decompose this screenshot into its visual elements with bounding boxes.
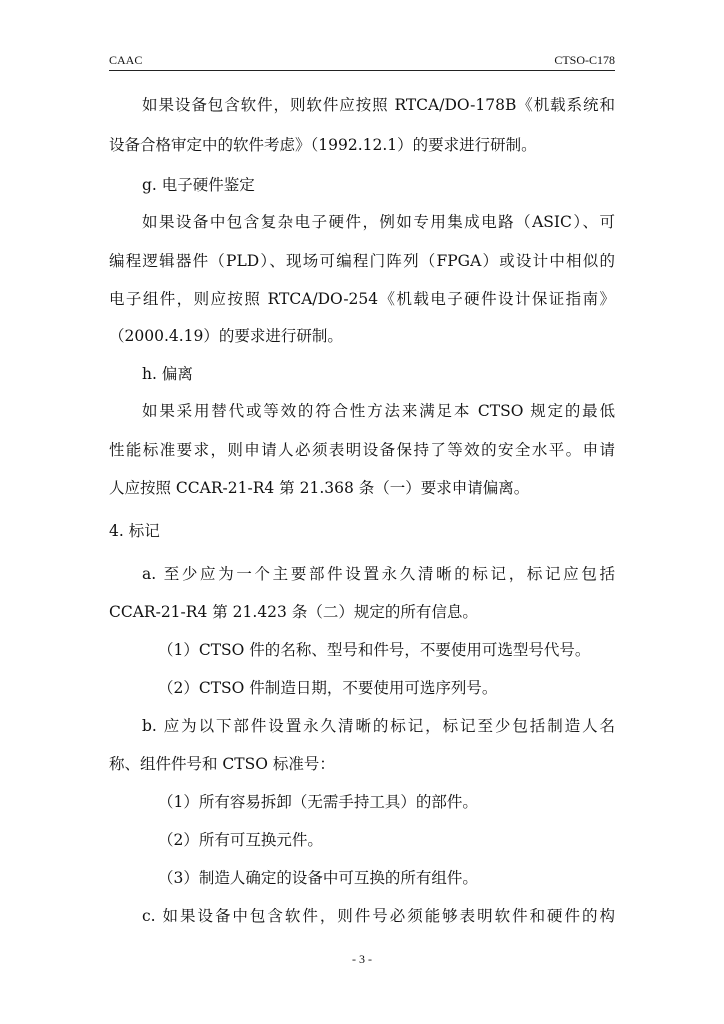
text-line: 如果采用替代或等效的符合性方法来满足本 CTSO 规定的最低 bbox=[142, 402, 615, 420]
text-line: CCAR-21-R4 第 21.423 条（二）规定的所有信息。 bbox=[109, 603, 478, 621]
list-item: （2）CTSO 件制造日期，不要使用可选序列号。 bbox=[158, 679, 498, 697]
list-item: （1）CTSO 件的名称、型号和件号，不要使用可选型号代号。 bbox=[158, 641, 591, 659]
text-line: c. 如果设备中包含软件，则件号必须能够表明软件和硬件的构 bbox=[142, 907, 615, 925]
section-heading: g. 电子硬件鉴定 bbox=[142, 176, 255, 194]
list-item: （2）所有可互换元件。 bbox=[158, 831, 323, 849]
section-heading: 4. 标记 bbox=[109, 522, 160, 540]
text-line: a. 至少应为一个主要部件设置永久清晰的标记，标记应包括 bbox=[142, 565, 615, 583]
header-doc-id: CTSO-C178 bbox=[554, 53, 615, 67]
text-line: 电子组件，则应按照 RTCA/DO-254《机载电子硬件设计保证指南》 bbox=[109, 290, 615, 308]
page-header bbox=[109, 52, 615, 68]
page-number: - 3 - bbox=[352, 952, 372, 966]
text-line: b. 应为以下部件设置永久清晰的标记，标记至少包括制造人名 bbox=[142, 717, 615, 735]
section-heading: h. 偏离 bbox=[142, 365, 193, 383]
header-org: CAAC bbox=[109, 53, 143, 67]
text-line: 如果设备包含软件，则软件应按照 RTCA/DO-178B《机载系统和 bbox=[142, 96, 615, 114]
text-line: 编程逻辑器件（PLD）、现场可编程门阵列（FPGA）或设计中相似的 bbox=[109, 252, 615, 270]
list-item: （1）所有容易拆卸（无需手持工具）的部件。 bbox=[158, 793, 478, 811]
text-line: 性能标准要求，则申请人必须表明设备保持了等效的安全水平。申请 bbox=[109, 441, 615, 459]
text-line: 如果设备中包含复杂电子硬件，例如专用集成电路（ASIC）、可 bbox=[142, 213, 615, 231]
header-divider bbox=[109, 70, 615, 71]
list-item: （3）制造人确定的设备中可互换的所有组件。 bbox=[158, 869, 478, 887]
text-line: 设备合格审定中的软件考虑》（1992.12.1）的要求进行研制。 bbox=[109, 136, 537, 154]
text-line: （2000.4.19）的要求进行研制。 bbox=[109, 327, 343, 345]
text-line: 称、组件件号和 CTSO 标准号： bbox=[109, 755, 335, 773]
text-line: 人应按照 CCAR-21-R4 第 21.368 条（一）要求申请偏离。 bbox=[109, 479, 530, 497]
